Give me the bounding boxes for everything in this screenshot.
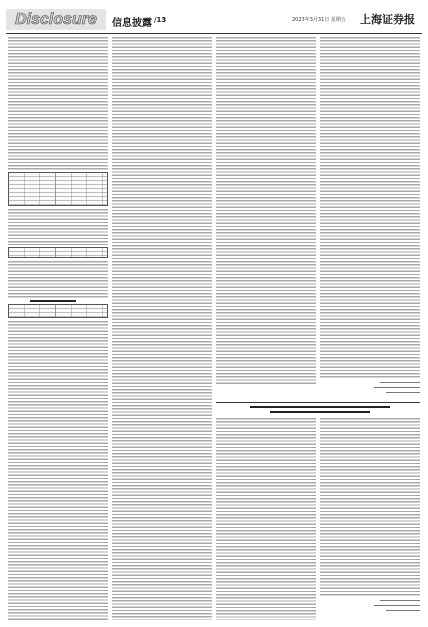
article-text-block — [216, 37, 316, 386]
announcement-title — [250, 406, 390, 408]
article-text-block — [112, 37, 212, 620]
section-chinese-title: 信息披露 — [112, 18, 152, 29]
signature-line — [374, 387, 420, 388]
announcement-subtitle — [270, 411, 370, 413]
issue-date: 2023年3月31日 星期五 — [292, 17, 346, 23]
signature-line — [380, 600, 420, 601]
page-number: /13 — [154, 16, 167, 24]
article-text-block — [8, 321, 108, 620]
newspaper-name: 上海证券报 — [360, 13, 415, 26]
data-table — [8, 304, 108, 318]
article-text-block — [8, 37, 108, 170]
signature-line — [374, 605, 420, 606]
signature-block — [370, 600, 420, 616]
signature-block — [370, 382, 420, 398]
data-table — [8, 247, 108, 258]
article-text-block — [216, 418, 316, 620]
signature-line — [380, 382, 420, 383]
data-table — [8, 172, 108, 206]
signature-line — [386, 610, 420, 611]
announcement-divider — [216, 402, 420, 403]
article-text-block — [320, 37, 420, 378]
table-caption — [30, 300, 76, 302]
signature-line — [386, 392, 420, 393]
article-text-block — [8, 261, 108, 298]
masthead-rule — [6, 33, 422, 34]
section-english-title: Disclosure — [15, 10, 97, 28]
section-banner — [6, 9, 106, 30]
article-text-block — [320, 418, 420, 596]
article-text-block — [8, 209, 108, 245]
